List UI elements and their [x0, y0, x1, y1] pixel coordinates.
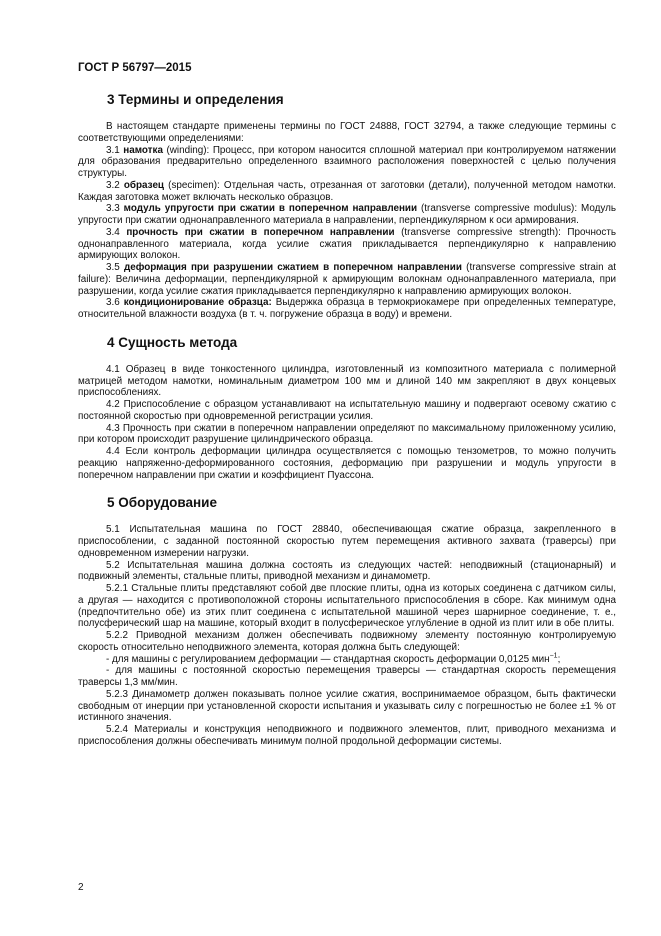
paragraph: 4.1 Образец в виде тонкостенного цилиндра, изготовленный из композитного материала с полимерной матрицей методом намотки, номинальным диаметром 100 мм и длиной 140 мм закрепляют в двух концевых приспособлениях.: [78, 363, 616, 399]
list-item: - для машины с постоянной скоростью перемещения траверсы — стандартная скорость перемещения траверсы 1,3 мм/мин.: [78, 665, 616, 688]
paragraph: 4.2 Приспособление с образцом устанавливают на испытательную машину и подвергают осевому сжатию с постоянной скоростью при одновременной регистрации усилия.: [78, 399, 616, 422]
paragraph: 3.2 образец (specimen): Отдельная часть, отрезанная от заготовки (детали), полученной методом намотки. Каждая заготовка может включать несколько образцов.: [78, 179, 616, 203]
paragraph: 3.4 прочность при сжатии в поперечном направлении (transverse compressive strength): Прочность однонаправленного материала, когда усилие сжатия прикладывается перпендикулярно к направлению армирующих волокон.: [78, 226, 616, 262]
paragraph: 5.2.1 Стальные плиты представляют собой две плоские плиты, одна из которых соединена с датчиком силы, а другая — находится с противоположной стороны испытательного приспособления в сборе. Как минимум одна (предпочтительно обе) из этих плит соединена с испытательной машиной через шарнирное соединение, т. е., полусферический шар на машине, который входит в полусферическое углубление в одной из плит или в обе плиты.: [78, 583, 616, 630]
list-item: - для машины с регулированием деформации — стандартная скорость деформации 0,0125 мин$^{-1}$;: [106, 652, 561, 665]
paragraph: 3.5 деформация при разрушении сжатием в поперечном направлении (transverse compressive strain at failure): Величина деформации, перпендикулярной к армирующим волокнам однонаправленного материала, при разрушении, когда усилие сжатия прикладывается перпендикулярно к направлению армирующих волокон.: [78, 262, 617, 297]
paragraph: 3.3 модуль упругости при сжатии в поперечном направлении (transverse compressive modulus): Модуль упругости при сжатии однонаправленного материала в направлении, перпендикулярном к оси армирования.: [78, 203, 616, 226]
paragraph: 4.4 Если контроль деформации цилиндра осуществляется с помощью тензометров, то можно получить реакцию напряженно-деформированного состояния, деформацию при разрушении и модуль упругости в поперечном направлении при сжатии и коэффициент Пуассона.: [78, 446, 616, 481]
paragraph: 5.2.2 Приводной механизм должен обеспечивать подвижному элементу постоянную контролируемую скорость относительно неподвижного элемента, которая должна быть следующей:: [78, 630, 616, 653]
section-equipment: [78, 495, 616, 747]
term: модуль упругости при сжатии в поперечном направлении: [123, 203, 418, 215]
section-title: 5 Оборудование: [107, 495, 217, 511]
document-header: ГОСТ Р 56797—2015: [78, 62, 192, 74]
paragraph: 4.3 Прочность при сжатии в поперечном направлении определяют по максимальному приложенному усилию, при котором происходит разрушение цилиндрического образца.: [78, 422, 617, 446]
paragraph: 5.2.3 Динамометр должен показывать полное усилие сжатия, воспринимаемое образцом, быть фактически свободным от инерции при установленной скорости испытания и указывать силу с погрешностью не более ±1 % от истинного значения.: [78, 688, 616, 724]
paragraph: 5.2 Испытательная машина должна состоять из следующих частей: неподвижный (стационарный) и подвижный элементы, стальные плиты, приводной механизм и динамометр.: [78, 559, 617, 583]
term: намотка: [123, 144, 163, 156]
paragraph: 5.2.4 Материалы и конструкция неподвижного и подвижного элементов, плит, приводного механизма и приспособления должны обеспечивать минимум полной продольной деформации системы.: [78, 724, 616, 747]
term: образец: [123, 179, 165, 191]
section-title: 3 Термины и определения: [107, 92, 284, 107]
term: кондиционирование образца:: [123, 297, 272, 309]
term: прочность при сжатии в поперечном направлении: [126, 226, 395, 238]
document-page: [78, 62, 616, 762]
section-title: 4 Сущность метода: [107, 334, 238, 350]
paragraph: В настоящем стандарте применены термины по ГОСТ 24888, ГОСТ 32794, а также следующие термины с соответствующими определениями:: [78, 121, 616, 144]
section-terms: [78, 92, 616, 321]
page-number: 2: [78, 882, 84, 893]
paragraph: 3.6 кондиционирование образца: Выдержка образца в термокриокамере при определенных температуре, относительной влажности воздуха (в т. ч. погружение образца в воду) и времени.: [78, 297, 616, 320]
term: деформация при разрушении сжатием в поперечном направлении: [123, 262, 462, 273]
paragraph: 3.1 намотка (winding): Процесс, при котором наносится сплошной материал при контролируемом натяжении для образования предварительно определенного взаимного расположения поверхностей с целью получения структуры.: [78, 144, 617, 179]
section-method: [78, 335, 616, 482]
paragraph: 5.1 Испытательная машина по ГОСТ 28840, обеспечивающая сжатие образца, закрепленного в приспособлении, с заданной постоянной скоростью путем перемещения активного захвата (траверсы) при одновременном измерении нагрузки.: [78, 524, 616, 559]
